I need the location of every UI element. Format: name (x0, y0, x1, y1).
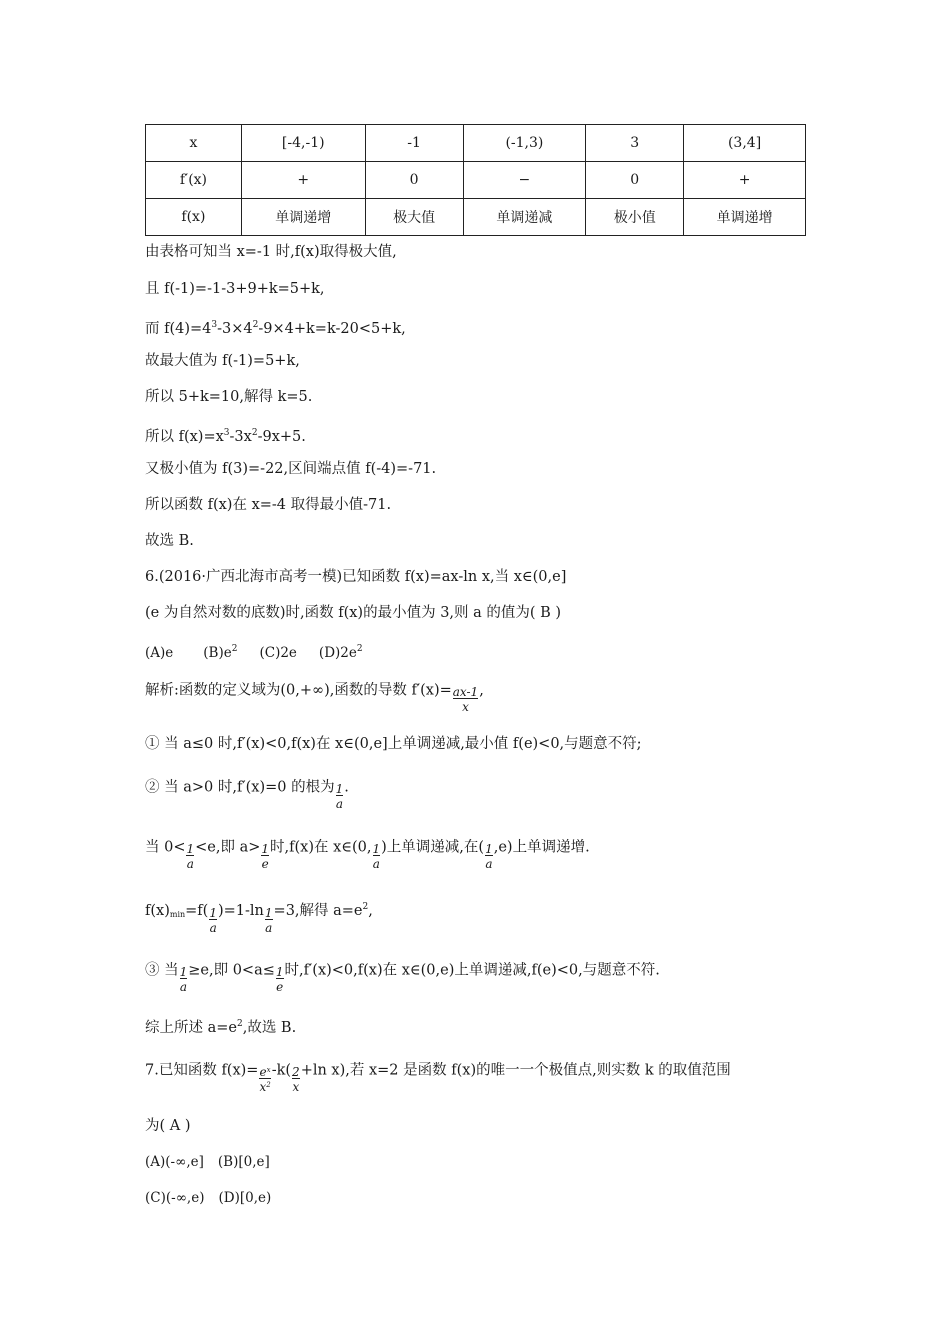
fraction-numerator: 1 (186, 842, 195, 856)
solution-line (145, 897, 373, 935)
solution-line (145, 957, 660, 994)
fraction (186, 843, 194, 870)
text-span: 解析:函数的定义域为(0,+∞),函数的导数 f′(x)= (145, 682, 452, 699)
fraction (261, 843, 269, 870)
question-7-options (145, 1152, 270, 1172)
fraction-denominator: a (372, 857, 380, 871)
text-span: 综上所述 a=e (145, 1020, 237, 1036)
solution-line (145, 1014, 296, 1038)
fraction-denominator: a (179, 980, 187, 994)
table-cell: f′(x) (146, 162, 242, 199)
superscript: 2 (231, 644, 238, 654)
text-span: =f( (185, 903, 209, 919)
fraction-denominator: e (276, 980, 284, 994)
option-a: (A)(-∞,e] (145, 1154, 204, 1170)
text-span: -9x+5. (257, 429, 306, 445)
text-line: 又极小值为 f(3)=-22,区间端点值 f(-4)=-71. (145, 461, 437, 477)
text-line: 所以函数 f(x)在 x=-4 取得最小值-71. (145, 497, 392, 513)
text-span: 时,f′(x)<0,f(x)在 x∈(0,e)上单调递减,f(e)<0,与题意不符. (284, 962, 660, 979)
fraction-numerator: 1 (261, 842, 270, 856)
solution-line (145, 677, 484, 714)
subscript: min (169, 910, 186, 919)
text-span: ≥e,即 0<a≤ (188, 962, 275, 979)
text-line: 故最大值为 f(-1)=5+k, (145, 353, 300, 369)
question-6-stem: (e 为自然对数的底数)时,函数 f(x)的最小值为 3,则 a 的值为( B ) (145, 605, 562, 621)
text-span: ② 当 a>0 时,f′(x)=0 的根为 (145, 779, 335, 796)
text-span: x (259, 1080, 267, 1094)
sign-table (145, 124, 806, 236)
text-span: =3,解得 a=e (273, 903, 363, 919)
text-line (145, 315, 406, 339)
table-cell: 单调递减 (463, 199, 586, 236)
superscript: 2 (251, 428, 258, 438)
question-7-stem (145, 1057, 731, 1094)
text-span: . (344, 779, 349, 796)
table-cell: (-1,3) (463, 125, 586, 162)
table-cell: 0 (365, 162, 463, 199)
fraction-numerator: 2 (292, 1065, 300, 1079)
fraction-numerator: 1 (372, 842, 381, 856)
fraction-numerator: 1 (179, 965, 188, 979)
fraction-numerator (259, 1066, 270, 1078)
question-7-stem: 为( A ) (145, 1118, 191, 1134)
table-cell: 极小值 (586, 199, 684, 236)
table-cell: + (684, 162, 806, 199)
table-cell: 极大值 (365, 199, 463, 236)
option-c: (C)2e (259, 645, 297, 661)
text-span: 而 f(4)=4 (145, 321, 212, 337)
text-span: 7.已知函数 f(x)= (145, 1062, 259, 1079)
table-row (146, 125, 806, 162)
fraction (373, 843, 381, 870)
superscript: 2 (252, 320, 259, 330)
fraction (336, 783, 344, 810)
superscript: 3 (211, 320, 218, 330)
text-span: 所以 f(x)=x (145, 429, 224, 445)
text-span: ,e)上单调递增. (493, 839, 590, 856)
superscript: x (266, 1066, 271, 1074)
table-cell: x (146, 125, 242, 162)
superscript: 2 (362, 902, 369, 912)
solution-line (145, 774, 349, 811)
table-cell: -1 (365, 125, 463, 162)
fraction-denominator: e (261, 857, 269, 871)
text-span: )=1-ln (217, 903, 264, 919)
fraction-numerator: 1 (485, 842, 493, 856)
text-span: ③ 当 (145, 962, 179, 979)
table-cell: 单调递增 (241, 199, 365, 236)
table-cell: + (241, 162, 365, 199)
text-line: 故选 B. (145, 533, 194, 549)
fraction (276, 966, 284, 993)
superscript: 3 (223, 428, 230, 438)
table-cell: [-4,-1) (241, 125, 365, 162)
option-b: (B)[0,e] (217, 1154, 270, 1170)
text-span: e (259, 1065, 267, 1079)
question-6-stem: 6.(2016·广西北海市高考一模)已知函数 f(x)=ax-ln x,当 x∈(0,e] (145, 569, 567, 585)
fraction-denominator: x (292, 1080, 300, 1094)
superscript: 2 (266, 1081, 271, 1089)
text-span: <e,即 a> (195, 839, 261, 856)
text-span: -9×4+k=k-20<5+k, (258, 321, 406, 337)
fraction-denominator: a (186, 857, 194, 871)
solution-line (145, 834, 590, 871)
text-line: 由表格可知当 x=-1 时,f(x)取得极大值, (145, 244, 397, 260)
fraction-numerator: 1 (264, 905, 273, 920)
text-line (145, 423, 306, 447)
fraction-numerator: 1 (209, 905, 217, 920)
table-cell: (3,4] (684, 125, 806, 162)
text-span: f(x) (145, 903, 170, 919)
superscript: 2 (356, 644, 363, 654)
fraction (292, 1066, 300, 1093)
text-span: , (479, 682, 484, 699)
text-span: 当 0< (145, 839, 186, 856)
text-span: -3×4 (217, 321, 253, 337)
option-d: (D)[0,e) (218, 1190, 272, 1206)
fraction-denominator: x (453, 698, 478, 713)
option-b: (B)e (203, 645, 232, 661)
fraction (180, 966, 188, 993)
fraction-numerator: 1 (335, 782, 344, 796)
text-span: -3x (229, 429, 252, 445)
fraction-denominator: a (209, 920, 217, 935)
fraction (259, 1066, 270, 1093)
fraction-denominator: a (335, 797, 343, 811)
table-cell: 0 (586, 162, 684, 199)
fraction (265, 907, 273, 934)
table-cell: − (463, 162, 586, 199)
option-c: (C)(-∞,e) (145, 1190, 205, 1206)
fraction-denominator: a (265, 920, 273, 935)
table-cell: f(x) (146, 199, 242, 236)
text-span: )上单调递减,在( (381, 839, 485, 856)
text-span: 时,f(x)在 x∈(0, (270, 839, 372, 856)
text-span: , (368, 903, 373, 919)
question-7-options (145, 1188, 271, 1208)
solution-line: ① 当 a≤0 时,f′(x)<0,f(x)在 x∈(0,e]上单调递减,最小值 f(e)<0,与题意不符; (145, 736, 642, 752)
fraction-numerator: 1 (275, 965, 284, 979)
fraction-denominator (259, 1078, 270, 1093)
table-cell: 3 (586, 125, 684, 162)
superscript: 2 (236, 1019, 243, 1029)
table-cell: 单调递增 (684, 199, 806, 236)
fraction-denominator: a (485, 857, 493, 871)
fraction-numerator: ax-1 (452, 685, 479, 699)
text-span: -k( (271, 1062, 292, 1079)
text-line: 所以 5+k=10,解得 k=5. (145, 389, 313, 405)
text-span: ,故选 B. (242, 1020, 297, 1036)
table-row (146, 162, 806, 199)
fraction (485, 843, 493, 870)
fraction (453, 686, 478, 713)
question-6-options (145, 639, 363, 663)
text-line: 且 f(-1)=-1-3+9+k=5+k, (145, 281, 325, 297)
option-d: (D)2e (318, 645, 357, 661)
option-a: (A)e (145, 645, 174, 661)
fraction (209, 907, 217, 934)
text-span: +ln x),若 x=2 是函数 f(x)的唯一一个极值点,则实数 k 的取值范围 (300, 1062, 731, 1079)
table-row (146, 199, 806, 236)
